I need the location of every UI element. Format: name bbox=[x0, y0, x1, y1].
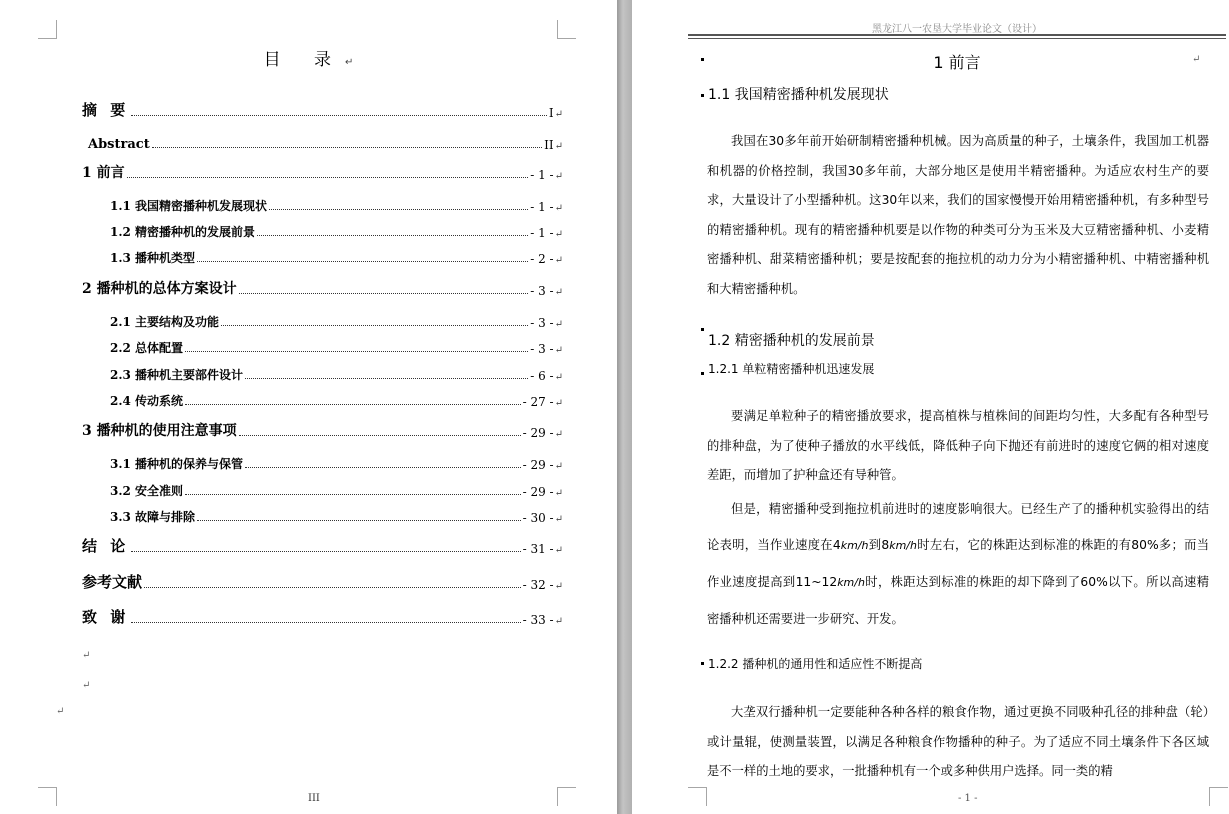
section-heading-1-1 bbox=[708, 84, 889, 104]
toc-entry-conclusion[interactable] bbox=[82, 538, 563, 556]
toc-entry-page: - 1 - bbox=[530, 200, 554, 214]
toc-entry-ch3[interactable] bbox=[82, 422, 563, 440]
paragraph-mark: ↵ bbox=[554, 372, 563, 383]
paragraph-mark: ↵ bbox=[554, 581, 563, 592]
footer-page-number: III bbox=[308, 793, 320, 804]
toc-entry-page: - 2 - bbox=[530, 252, 554, 266]
section-heading-1-2 bbox=[708, 330, 875, 350]
paragraph-mark: ↵ bbox=[554, 545, 563, 556]
header-rule bbox=[688, 38, 1226, 39]
paragraph-mark: ↵ bbox=[345, 57, 354, 68]
toc-entry-2-1[interactable] bbox=[110, 312, 563, 330]
paragraph-text: 我国在30多年前开始研制精密播种机械。因为高质量的种子，土壤条件，我国加工机器和机器的价格控制，我国30多年前，大部分地区是使用半精密播种。为适应农村生产的要求，大量设计了小型播种机。这30年以来，我们的国家慢慢开始用精密播种机，有多种型号的精密播种机。现有的精密播种机要是以作物的种类可分为玉米及大豆精密播种机、小麦精密播种机、甜菜精密播种机；要是按配套的拖拉机的动力分为小精密播种机、中精密播种机和大精密播种机。 bbox=[707, 134, 1209, 296]
toc-entry-label: 2.1 主要结构及功能 bbox=[110, 315, 220, 329]
body-paragraph-1 bbox=[707, 127, 1209, 305]
paragraph-mark: ↵ bbox=[554, 461, 563, 472]
toc-entry-label: 3.2 安全准则 bbox=[110, 484, 184, 498]
toc-entry-page: - 1 - bbox=[530, 226, 554, 240]
toc-entry-page: I bbox=[548, 106, 554, 120]
toc-entry-label: 结 论 bbox=[82, 537, 130, 555]
paragraph-mark: ↵ bbox=[554, 171, 563, 182]
toc-entry-acknowledgement[interactable] bbox=[82, 609, 563, 627]
crop-mark-bottom-left bbox=[688, 787, 707, 806]
toc-entry-label: 致 谢 bbox=[82, 608, 130, 626]
toc-leader-dots bbox=[185, 351, 528, 352]
crop-mark-top-left bbox=[38, 20, 57, 39]
toc-leader-dots bbox=[245, 467, 521, 468]
section-heading-text: 1.1 我国精密播种机发展现状 bbox=[708, 87, 889, 103]
toc-entry-references[interactable] bbox=[82, 574, 563, 592]
toc-entry-2-4[interactable] bbox=[110, 391, 563, 409]
unit-formula: km/h bbox=[840, 539, 869, 552]
crop-mark-bottom-right bbox=[1209, 787, 1228, 806]
crop-mark-bottom-right bbox=[557, 787, 576, 806]
paragraph-text: 但是，精密播种受到拖拉机前进时的速度影响很大。已经生产了的播种机实验得出的结论表明，当作业速度在4 bbox=[707, 502, 1209, 552]
toc-entry-abstract-en[interactable] bbox=[88, 134, 563, 152]
crop-mark-bottom-left bbox=[38, 787, 57, 806]
toc-entry-label: 参考文献 bbox=[82, 573, 143, 591]
paragraph-mark: ↵ bbox=[56, 706, 65, 717]
paragraph-mark: ↵ bbox=[554, 287, 563, 298]
toc-entry-label: Abstract bbox=[88, 137, 150, 152]
paragraph-mark: ↵ bbox=[554, 109, 563, 120]
chapter-title bbox=[0, 50, 1229, 73]
paragraph-mark: ↵ bbox=[554, 514, 563, 525]
bullet-mark bbox=[701, 328, 704, 331]
paragraph-mark: ↵ bbox=[554, 319, 563, 330]
toc-leader-dots bbox=[269, 209, 528, 210]
toc-entry-page: - 3 - bbox=[530, 284, 554, 298]
chapter-title-text: 1 前言 bbox=[933, 53, 981, 72]
toc-entry-label: 2.3 播种机主要部件设计 bbox=[110, 368, 244, 382]
body-paragraph-4 bbox=[707, 698, 1209, 788]
toc-leader-dots bbox=[131, 551, 520, 552]
toc-entry-page: - 3 - bbox=[530, 316, 554, 330]
toc-leader-dots bbox=[239, 293, 529, 294]
toc-entry-abstract-cn[interactable] bbox=[82, 102, 563, 120]
paragraph-mark: ↵ bbox=[554, 398, 563, 409]
toc-entry-page: - 1 - bbox=[530, 168, 554, 182]
toc-leader-dots bbox=[185, 404, 521, 405]
toc-entry-3-3[interactable] bbox=[110, 507, 563, 525]
paragraph-mark: ↵ bbox=[554, 616, 563, 627]
toc-entry-label: 2.2 总体配置 bbox=[110, 341, 184, 355]
bullet-mark bbox=[701, 372, 704, 375]
toc-leader-dots bbox=[185, 494, 521, 495]
toc-entry-page: - 30 - bbox=[522, 511, 554, 525]
toc-entry-1-3[interactable] bbox=[110, 248, 563, 266]
toc-entry-label: 3 播种机的使用注意事项 bbox=[82, 423, 237, 439]
paragraph-text: 时，株距达到标准的株距的却下降到了60%以下。所以高速精密播种机还需要进一步研究、开发。 bbox=[707, 575, 1209, 626]
subsection-heading-text: 1.2.2 播种机的通用性和适应性不断提高 bbox=[708, 657, 923, 671]
toc-entry-label: 2.4 传动系统 bbox=[110, 394, 184, 408]
toc-entry-label: 3.3 故障与排除 bbox=[110, 510, 196, 524]
toc-leader-dots bbox=[131, 622, 520, 623]
toc-entry-page: - 29 - bbox=[522, 458, 554, 472]
body-paragraph-2 bbox=[707, 402, 1209, 491]
toc-entry-1-1[interactable] bbox=[110, 196, 563, 214]
toc-leader-dots bbox=[127, 177, 529, 178]
paragraph-text: 要满足单粒种子的精密播放要求，提高植株与植株间的间距均匀性，大多配有各种型号的排种盘，为了使种子播放的水平线低，降低种子向下抛还有前进时的速度它俩的相对速度差距，而增加了护种盒还有导种管。 bbox=[707, 409, 1209, 483]
toc-leader-dots bbox=[131, 115, 547, 116]
toc-leader-dots bbox=[257, 235, 528, 236]
paragraph-mark: ↵ bbox=[82, 650, 91, 661]
toc-entry-page: - 27 - bbox=[522, 395, 554, 409]
toc-entry-3-1[interactable] bbox=[110, 454, 563, 472]
toc-entry-page: - 33 - bbox=[522, 613, 554, 627]
toc-entry-ch2[interactable] bbox=[82, 280, 563, 298]
page-gap bbox=[617, 0, 632, 814]
toc-leader-dots bbox=[197, 520, 521, 521]
unit-formula: km/h bbox=[889, 539, 917, 552]
toc-entry-label: 2 播种机的总体方案设计 bbox=[82, 281, 237, 297]
paragraph-mark: ↵ bbox=[554, 429, 563, 440]
bullet-mark bbox=[701, 94, 704, 97]
toc-leader-dots bbox=[152, 147, 542, 148]
toc-entry-page: - 3 - bbox=[530, 342, 554, 356]
subsection-heading-text: 1.2.1 单粒精密播种机迅速发展 bbox=[708, 362, 875, 376]
paragraph-mark: ↵ bbox=[554, 229, 563, 240]
toc-entry-page: II bbox=[544, 138, 554, 152]
toc-entry-2-2[interactable] bbox=[110, 338, 563, 356]
toc-entry-label: 1 前言 bbox=[82, 165, 125, 181]
toc-entry-3-2[interactable] bbox=[110, 481, 563, 499]
toc-entry-1-2[interactable] bbox=[110, 222, 563, 240]
toc-title-text: 目 录 bbox=[263, 50, 345, 70]
toc-entry-page: - 6 - bbox=[530, 369, 554, 383]
footer-page-number: - 1 - bbox=[958, 793, 978, 804]
toc-entry-label: 1.1 我国精密播种机发展现状 bbox=[110, 199, 268, 213]
toc-entry-page: - 31 - bbox=[522, 542, 554, 556]
toc-entry-page: - 29 - bbox=[522, 485, 554, 499]
header-text: 黑龙江八一农垦大学毕业论文（设计） bbox=[872, 24, 1042, 35]
paragraph-mark: ↵ bbox=[82, 680, 91, 691]
bullet-mark bbox=[701, 662, 704, 665]
paragraph-mark: ↵ bbox=[1192, 54, 1201, 65]
toc-entry-2-3[interactable] bbox=[110, 365, 563, 383]
toc-leader-dots bbox=[144, 587, 521, 588]
section-heading-text: 1.2 精密播种机的发展前景 bbox=[708, 333, 875, 349]
paragraph-text: 到8 bbox=[868, 538, 890, 552]
toc-entry-label: 摘 要 bbox=[82, 101, 130, 119]
crop-mark-top-right bbox=[557, 20, 576, 39]
toc-entry-page: - 32 - bbox=[522, 578, 554, 592]
paragraph-text: 时左右，它的株距达到标准的株距的有80%多；而当作业速度提高到11~12 bbox=[707, 538, 1210, 589]
unit-formula: km/h bbox=[837, 576, 865, 589]
paragraph-mark: ↵ bbox=[554, 203, 563, 214]
subsection-heading-1-2-1 bbox=[708, 360, 874, 377]
toc-leader-dots bbox=[197, 261, 528, 262]
toc-leader-dots bbox=[245, 378, 528, 379]
toc-entry-label: 3.1 播种机的保养与保管 bbox=[110, 457, 244, 471]
toc-entry-label: 1.3 播种机类型 bbox=[110, 251, 196, 265]
paragraph-mark: ↵ bbox=[554, 488, 563, 499]
paragraph-mark: ↵ bbox=[554, 345, 563, 356]
page-header bbox=[688, 20, 1226, 36]
paragraph-mark: ↵ bbox=[554, 141, 563, 152]
toc-entry-label: 1.2 精密播种机的发展前景 bbox=[110, 225, 256, 239]
paragraph-mark: ↵ bbox=[554, 255, 563, 266]
toc-leader-dots bbox=[221, 325, 528, 326]
subsection-heading-1-2-2 bbox=[708, 655, 922, 672]
toc-entry-ch1[interactable] bbox=[82, 164, 563, 182]
toc-entry-page: - 29 - bbox=[522, 426, 554, 440]
paragraph-text: 大垄双行播种机一定要能种各种各样的粮食作物，通过更换不同吸种孔径的排种盘（轮）或计量辊，使测量装置，以满足各种粮食作物播种的种子。为了适应不同土壤条件下各区域是不一样的土地的要求，一批播种机有一个或多种供用户选择。同一类的精 bbox=[707, 705, 1209, 779]
body-paragraph-3 bbox=[707, 491, 1209, 637]
toc-leader-dots bbox=[239, 435, 521, 436]
